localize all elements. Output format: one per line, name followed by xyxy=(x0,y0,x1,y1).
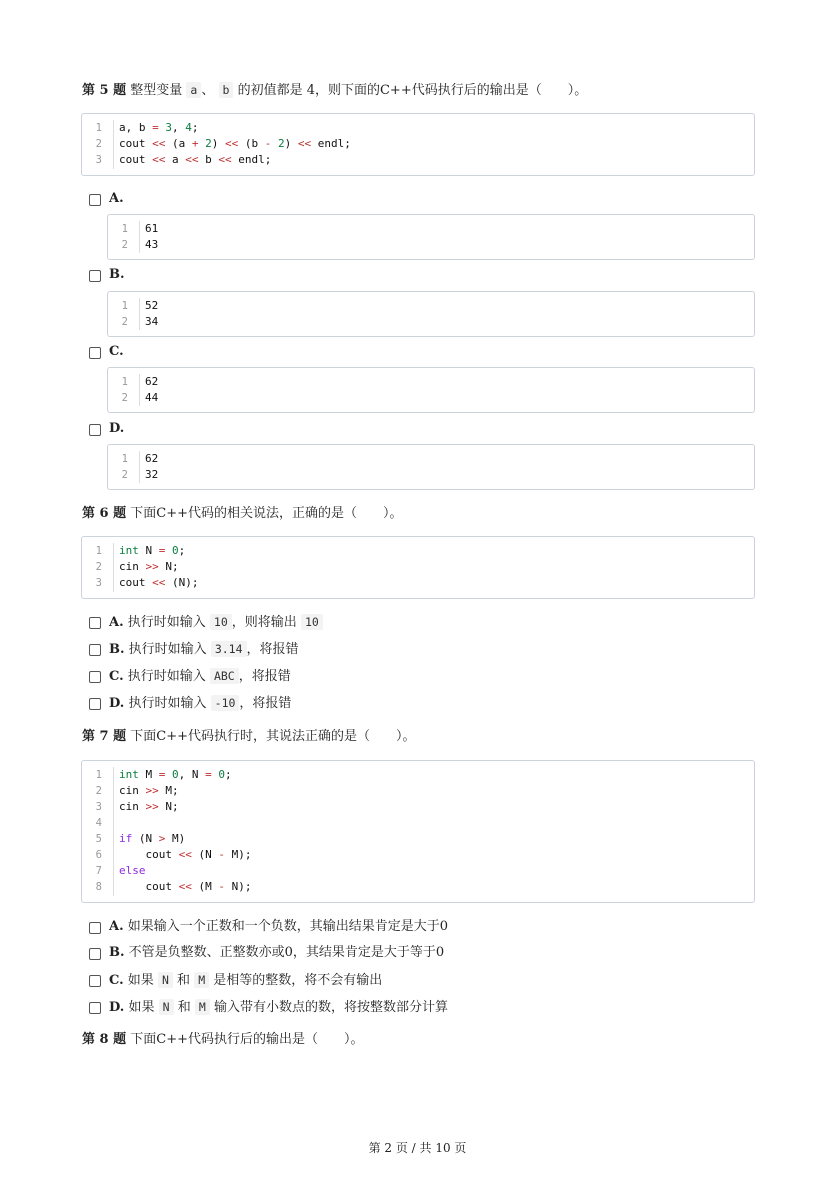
inline-code: 10 xyxy=(210,614,232,630)
q7-number: 第 7 题 xyxy=(82,729,127,744)
line-number: 3 xyxy=(95,154,102,166)
q7-code-block: 1 int M = 0, N = 0; 2 cin >> M; 3 cin >> N; 4 5 if (N > M) 6 cout << (N - M); 7 else 8 cout << (M - N); xyxy=(81,760,755,903)
q5-option-a-code: 1 61 2 43 xyxy=(107,214,755,260)
q6-option-a: A. 执行时如输入 10 ，则将输出 10 xyxy=(109,613,323,632)
q7-option-a-checkbox[interactable] xyxy=(89,922,101,934)
code-line: 61 xyxy=(145,222,159,235)
code-line: 44 xyxy=(145,391,159,404)
q6-option-c: C. 执行时如输入 ABC ，将报错 xyxy=(109,669,291,684)
inline-code: M xyxy=(194,972,209,988)
q7-option-a: A. 如果输入一个正数和一个负数，其输出结果肯定是大于0 xyxy=(109,919,449,934)
q6-number: 第 6 题 xyxy=(82,506,127,521)
q5-option-c-label: C. xyxy=(109,344,124,359)
line-number: 1 xyxy=(95,122,102,134)
code-line: 52 xyxy=(145,299,159,312)
q7-option-b-checkbox[interactable] xyxy=(89,948,101,960)
code-line: 43 xyxy=(145,238,159,251)
q7-text: 下面C++代码执行时，其说法正确的是（ ）。 xyxy=(130,729,416,744)
q5-option-c-checkbox[interactable] xyxy=(89,347,101,359)
q6-option-d: D. 执行时如输入 -10 ，将报错 xyxy=(109,696,292,711)
q5-option-d-code: 1 62 2 32 xyxy=(107,444,755,490)
q5-option-d-label: D. xyxy=(109,421,125,436)
q7-option-d: D. 如果 N 和 M 输入带有小数点的数，将按整数部分计算 xyxy=(109,1000,448,1015)
q8-number: 第 8 题 xyxy=(82,1032,127,1047)
code-line: 62 xyxy=(145,452,159,465)
q7-option-c-checkbox[interactable] xyxy=(89,975,101,987)
q7-title xyxy=(82,728,415,746)
q6-title xyxy=(82,505,402,523)
q5-option-c-code: 1 62 2 44 xyxy=(107,367,755,413)
q6-option-b-checkbox[interactable] xyxy=(89,644,101,656)
q5-text-tail: 的初值都是 4，则下面的C++代码执行后的输出是（ ）。 xyxy=(237,83,588,98)
line-number: 2 xyxy=(95,138,102,150)
q5-option-d-checkbox[interactable] xyxy=(89,424,101,436)
q8-text: 下面C++代码执行后的输出是（ ）。 xyxy=(130,1032,364,1047)
inline-code: N xyxy=(159,999,174,1015)
code-line: 62 xyxy=(145,375,159,388)
q5-option-a-label: A. xyxy=(109,191,124,206)
q5-text: 整型变量 xyxy=(130,83,183,98)
q6-code-block: 1 int N = 0; 2 cin >> N; 3 cout << (N); xyxy=(81,536,755,599)
code-line: 34 xyxy=(145,315,159,328)
code-line: cout << (M - N); xyxy=(119,880,252,893)
code-line: 32 xyxy=(145,468,159,481)
q5-text-sep: 、 xyxy=(201,83,215,98)
q8-title xyxy=(82,1031,363,1049)
q6-text: 下面C++代码的相关说法，正确的是（ ）。 xyxy=(130,506,403,521)
q6-option-d-checkbox[interactable] xyxy=(89,698,101,710)
q7-option-b: B. 不管是负整数、正整数亦或0，其结果肯定是大于等于0 xyxy=(109,945,445,960)
inline-code: -10 xyxy=(211,695,240,711)
code-line: if (N > M) xyxy=(119,832,186,845)
q7-option-c: C. 如果 N 和 M 是相等的整数，将不会有输出 xyxy=(109,973,383,988)
q5-option-b-label: B. xyxy=(109,267,125,282)
q5-title xyxy=(82,81,587,100)
page-footer: 第 2 页 / 共 10 页 xyxy=(368,1141,467,1155)
code-line: cout << a << b << endl; xyxy=(119,153,272,166)
q5-inline-code-b: b xyxy=(219,82,234,98)
code-line: cin >> M; xyxy=(119,784,179,797)
q5-inline-code-a: a xyxy=(186,82,201,98)
code-line: cout << (a + 2) << (b - 2) << endl; xyxy=(119,137,351,150)
inline-code: 3.14 xyxy=(211,641,247,657)
code-line: cout << (N); xyxy=(119,576,199,589)
inline-code: M xyxy=(195,999,210,1015)
code-line: else xyxy=(119,864,146,877)
q6-option-a-checkbox[interactable] xyxy=(89,617,101,629)
q6-option-c-checkbox[interactable] xyxy=(89,671,101,683)
inline-code: N xyxy=(158,972,173,988)
code-line: cin >> N; xyxy=(119,560,179,573)
code-line: cout << (N - M); xyxy=(119,848,252,861)
q5-option-a-checkbox[interactable] xyxy=(89,194,101,206)
q5-code-block xyxy=(81,113,755,176)
q5-option-b-checkbox[interactable] xyxy=(89,270,101,282)
inline-code: ABC xyxy=(210,668,239,684)
inline-code: 10 xyxy=(301,614,323,630)
code-line: a, b = 3, 4; xyxy=(119,121,199,134)
q5-option-b-code: 1 52 2 34 xyxy=(107,291,755,337)
code-line: cin >> N; xyxy=(119,800,179,813)
q6-option-b: B. 执行时如输入 3.14 ，将报错 xyxy=(109,642,299,657)
code-line: int M = 0, N = 0; xyxy=(119,768,232,781)
q5-number: 第 5 题 xyxy=(82,83,127,98)
code-line: int N = 0; xyxy=(119,544,186,557)
q7-option-d-checkbox[interactable] xyxy=(89,1002,101,1014)
